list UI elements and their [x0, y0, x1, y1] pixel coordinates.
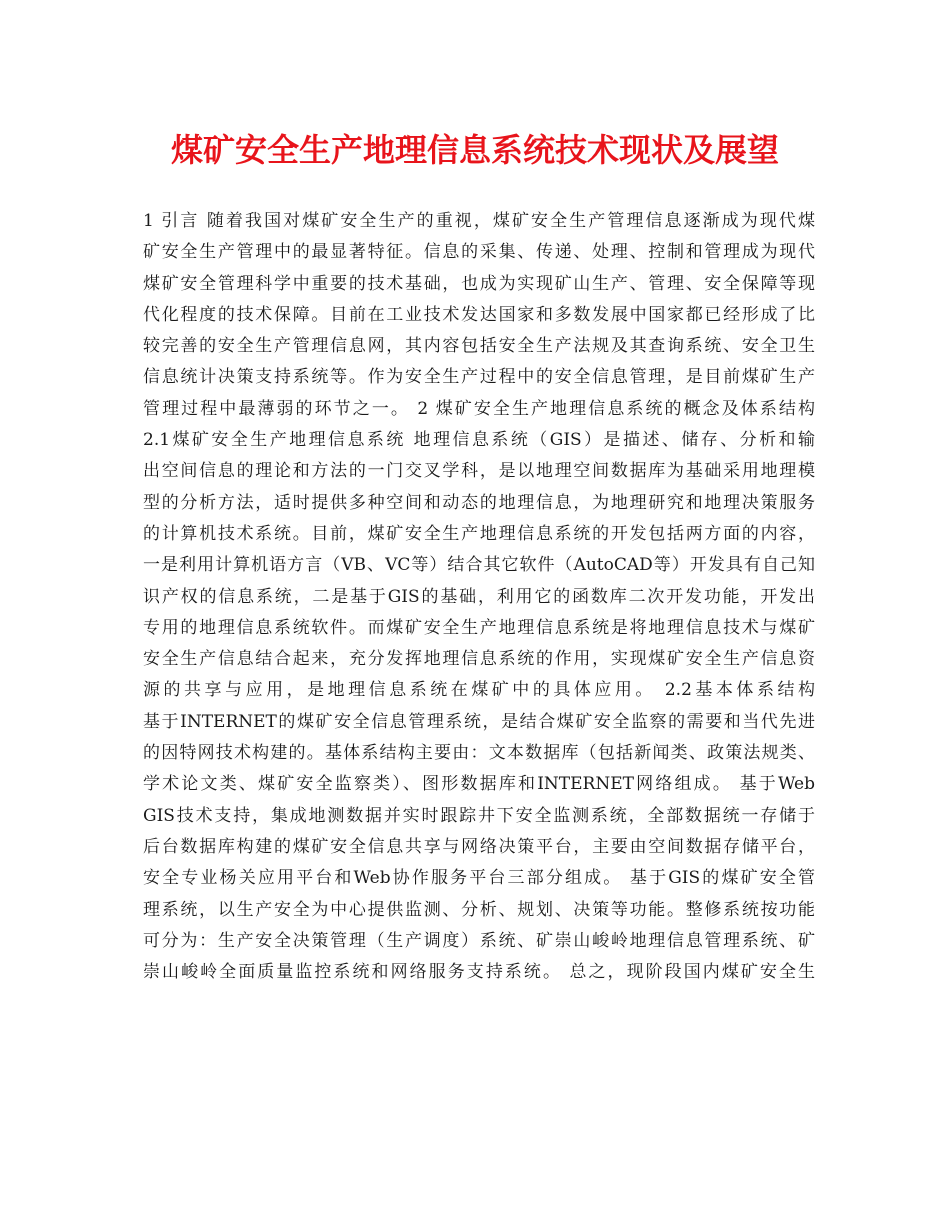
text-line: 专用的地理信息系统软件。而煤矿安全生产地理信息系统是将地理信息技术与煤矿: [143, 617, 815, 638]
text-line: 后台数据库构建的煤矿安全信息共享与网络决策平台，主要由空间数据存储平台，: [143, 836, 815, 857]
text-line: GIS技术支持，集成地测数据并实时跟踪井下安全监测系统，全部数据统一存储于: [143, 805, 815, 826]
text-line: 安全生产信息结合起来，充分发挥地理信息系统的作用，实现煤矿安全生产信息资: [143, 649, 815, 670]
text-line: 基于INTERNET的煤矿安全信息管理系统，是结合煤矿安全监察的需要和当代先进: [143, 711, 815, 732]
text-line: 1 引言 随着我国对煤矿安全生产的重视，煤矿安全生产管理信息逐渐成为现代煤: [143, 211, 815, 231]
text-line: 矿安全生产管理中的最显著特征。信息的采集、传递、处理、控制和管理成为现代: [143, 242, 815, 263]
body-text: [143, 206, 815, 988]
text-line: 源的共享与应用，是地理信息系统在煤矿中的具体应用。 2.2基本体系结构: [143, 680, 815, 701]
text-line: 出空间信息的理论和方法的一门交叉学科，是以地理空间数据库为基础采用地理模: [143, 461, 815, 482]
text-line: 代化程度的技术保障。目前在工业技术发达国家和多数发展中国家都已经形成了比: [143, 304, 815, 325]
text-line: 煤矿安全管理科学中重要的技术基础，也成为实现矿山生产、管理、安全保障等现: [143, 273, 815, 294]
text-line: 安全专业杨关应用平台和Web协作服务平台三部分组成。 基于GIS的煤矿安全管: [143, 868, 815, 889]
text-line: 可分为：生产安全决策管理（生产调度）系统、矿崇山峻岭地理信息管理系统、矿: [143, 930, 815, 951]
text-line: 崇山峻岭全面质量监控系统和网络服务支持系统。 总之，现阶段国内煤矿安全生: [143, 962, 815, 983]
text-line: 管理过程中最薄弱的环节之一。 2 煤矿安全生产地理信息系统的概念及体系结构: [143, 398, 815, 419]
text-line: 较完善的安全生产管理信息网，其内容包括安全生产法规及其查询系统、安全卫生: [143, 336, 815, 357]
text-line: 型的分析方法，适时提供多种空间和动态的地理信息，为地理研究和地理决策服务: [143, 492, 815, 513]
text-line: 2.1煤矿安全生产地理信息系统 地理信息系统（GIS）是描述、储存、分析和输: [143, 430, 815, 451]
text-line: 学术论文类、煤矿安全监察类）、图形数据库和INTERNET网络组成。 基于Web: [143, 774, 815, 795]
text-line: 理系统，以生产安全为中心提供监测、分析、规划、决策等功能。整修系统按功能: [143, 899, 815, 920]
text-line: 信息统计决策支持系统等。作为安全生产过程中的安全信息管理，是目前煤矿生产: [143, 367, 815, 388]
text-line: 的计算机技术系统。目前，煤矿安全生产地理信息系统的开发包括两方面的内容，: [143, 523, 815, 544]
text-line: 识产权的信息系统，二是基于GIS的基础，利用它的函数库二次开发功能，开发出: [143, 586, 815, 607]
text-line: 一是利用计算机语方言（VB、VC等）结合其它软件（AutoCAD等）开发具有自己知: [143, 555, 815, 576]
text-line: 的因特网技术构建的。基体系结构主要由：文本数据库（包括新闻类、政策法规类、: [143, 743, 815, 764]
document-title: 煤矿安全生产地理信息系统技术现状及展望: [170, 131, 779, 169]
